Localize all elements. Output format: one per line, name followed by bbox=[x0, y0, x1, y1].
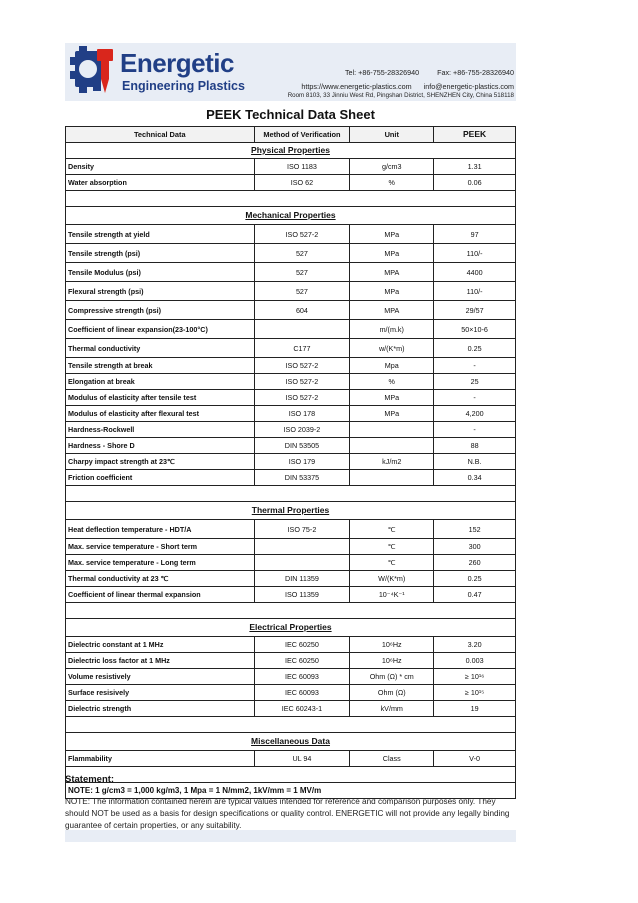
method-cell: 604 bbox=[254, 301, 350, 320]
table-row bbox=[66, 669, 516, 685]
unit-cell: 10⁶Hz bbox=[350, 653, 434, 669]
method-cell: ISO 11359 bbox=[254, 587, 350, 603]
section-title: Physical Properties bbox=[66, 143, 516, 159]
spacer-cell bbox=[66, 486, 516, 502]
value-cell: 110/- bbox=[434, 282, 516, 301]
method-cell: ISO 527-2 bbox=[254, 358, 350, 374]
table-row bbox=[66, 301, 516, 320]
unit-cell: MPa bbox=[350, 406, 434, 422]
unit-cell: W/(K*m) bbox=[350, 571, 434, 587]
value-cell: 260 bbox=[434, 555, 516, 571]
method-cell: ISO 179 bbox=[254, 454, 350, 470]
value-cell: 97 bbox=[434, 225, 516, 244]
value-cell: - bbox=[434, 358, 516, 374]
value-cell: 0.25 bbox=[434, 571, 516, 587]
value-cell: 25 bbox=[434, 374, 516, 390]
property-name: Tensile strength (psi) bbox=[66, 244, 255, 263]
value-cell: 19 bbox=[434, 701, 516, 717]
table-row bbox=[66, 390, 516, 406]
table-row bbox=[66, 358, 516, 374]
table-row bbox=[66, 539, 516, 555]
section-row bbox=[66, 502, 516, 520]
unit-cell: Class bbox=[350, 751, 434, 767]
section-row bbox=[66, 619, 516, 637]
table-row bbox=[66, 244, 516, 263]
property-name: Coefficient of linear thermal expansion bbox=[66, 587, 255, 603]
method-cell: ISO 527-2 bbox=[254, 374, 350, 390]
table-row bbox=[66, 701, 516, 717]
footer-bar bbox=[65, 830, 516, 842]
fax-text: Fax: +86-755-28326940 bbox=[437, 68, 514, 77]
property-name: Water absorption bbox=[66, 175, 255, 191]
value-cell: 3.20 bbox=[434, 637, 516, 653]
unit-cell: g/cm3 bbox=[350, 159, 434, 175]
table-row bbox=[66, 685, 516, 701]
method-cell: IEC 60243-1 bbox=[254, 701, 350, 717]
value-cell: 0.25 bbox=[434, 339, 516, 358]
unit-cell: 10⁻⁴K⁻¹ bbox=[350, 587, 434, 603]
value-cell: 50×10-6 bbox=[434, 320, 516, 339]
value-cell: ≥ 10¹⁶ bbox=[434, 669, 516, 685]
property-name: Dielectric loss factor at 1 MHz bbox=[66, 653, 255, 669]
property-name: Compressive strength (psi) bbox=[66, 301, 255, 320]
method-cell: DIN 11359 bbox=[254, 571, 350, 587]
property-name: Modulus of elasticity after tensile test bbox=[66, 390, 255, 406]
method-cell: IEC 60093 bbox=[254, 669, 350, 685]
method-cell bbox=[254, 555, 350, 571]
section-title: Electrical Properties bbox=[66, 619, 516, 637]
table-row bbox=[66, 520, 516, 539]
value-cell: 152 bbox=[434, 520, 516, 539]
table-row bbox=[66, 406, 516, 422]
value-cell: 88 bbox=[434, 438, 516, 454]
unit-cell: ℃ bbox=[350, 520, 434, 539]
section-title: Miscellaneous Data bbox=[66, 733, 516, 751]
property-name: Flammability bbox=[66, 751, 255, 767]
table-row bbox=[66, 422, 516, 438]
unit-cell: MPa bbox=[350, 244, 434, 263]
unit-cell: Mpa bbox=[350, 358, 434, 374]
method-cell: DIN 53505 bbox=[254, 438, 350, 454]
property-name: Max. service temperature - Short term bbox=[66, 539, 255, 555]
property-name: Charpy impact strength at 23℃ bbox=[66, 454, 255, 470]
table-row bbox=[66, 470, 516, 486]
table-row bbox=[66, 159, 516, 175]
value-cell: - bbox=[434, 390, 516, 406]
table-row bbox=[66, 282, 516, 301]
spacer-row bbox=[66, 767, 516, 783]
property-name: Flexural strength (psi) bbox=[66, 282, 255, 301]
unit-cell bbox=[350, 438, 434, 454]
unit-cell: MPa bbox=[350, 225, 434, 244]
email-link[interactable]: info@energetic-plastics.com bbox=[423, 82, 514, 91]
value-cell: 0.47 bbox=[434, 587, 516, 603]
value-cell: 110/- bbox=[434, 244, 516, 263]
spacer-row bbox=[66, 603, 516, 619]
method-cell: IEC 60250 bbox=[254, 637, 350, 653]
value-cell: 0.06 bbox=[434, 175, 516, 191]
value-cell: 0.003 bbox=[434, 653, 516, 669]
property-name: Max. service temperature - Long term bbox=[66, 555, 255, 571]
spacer-cell bbox=[66, 767, 516, 783]
method-cell bbox=[254, 320, 350, 339]
unit-cell: 10⁶Hz bbox=[350, 637, 434, 653]
method-cell: C177 bbox=[254, 339, 350, 358]
property-name: Dielectric strength bbox=[66, 701, 255, 717]
property-name: Coefficient of linear expansion(23-100°C) bbox=[66, 320, 255, 339]
spacer-row bbox=[66, 191, 516, 207]
table-row bbox=[66, 339, 516, 358]
property-name: Tensile strength at break bbox=[66, 358, 255, 374]
unit-cell bbox=[350, 470, 434, 486]
value-cell: N.B. bbox=[434, 454, 516, 470]
section-row bbox=[66, 733, 516, 751]
spacer-cell bbox=[66, 603, 516, 619]
table-header-row bbox=[66, 127, 516, 143]
unit-cell: MPa bbox=[350, 282, 434, 301]
property-name: Friction coefficient bbox=[66, 470, 255, 486]
header-method: Method of Verification bbox=[254, 127, 350, 143]
tel-text: Tel: +86-755-28326940 bbox=[344, 68, 420, 77]
method-cell: UL 94 bbox=[254, 751, 350, 767]
value-cell: 1.31 bbox=[434, 159, 516, 175]
address-text: Room 8103, 33 Jinniu West Rd, Pingshan District, SHENZHEN City, China 518118 bbox=[287, 92, 514, 99]
method-cell: ISO 527-2 bbox=[254, 390, 350, 406]
table-row bbox=[66, 751, 516, 767]
unit-cell: % bbox=[350, 374, 434, 390]
table-row bbox=[66, 653, 516, 669]
method-cell: DIN 53375 bbox=[254, 470, 350, 486]
property-name: Thermal conductivity at 23 ℃ bbox=[66, 571, 255, 587]
unit-cell: w/(K*m) bbox=[350, 339, 434, 358]
table-row bbox=[66, 587, 516, 603]
method-cell: ISO 2039-2 bbox=[254, 422, 350, 438]
header-unit: Unit bbox=[350, 127, 434, 143]
unit-cell bbox=[350, 422, 434, 438]
method-cell bbox=[254, 539, 350, 555]
property-name: Thermal conductivity bbox=[66, 339, 255, 358]
value-cell: - bbox=[434, 422, 516, 438]
value-cell: ≥ 10¹⁵ bbox=[434, 685, 516, 701]
spacer-cell bbox=[66, 717, 516, 733]
unit-cell: % bbox=[350, 175, 434, 191]
table-row bbox=[66, 637, 516, 653]
table-row bbox=[66, 555, 516, 571]
method-cell: ISO 1183 bbox=[254, 159, 350, 175]
method-cell: ISO 75-2 bbox=[254, 520, 350, 539]
property-name: Dielectric constant at 1 MHz bbox=[66, 637, 255, 653]
table-row bbox=[66, 374, 516, 390]
property-name: Density bbox=[66, 159, 255, 175]
unit-cell: m/(m.k) bbox=[350, 320, 434, 339]
brand-name: Energetic bbox=[120, 48, 234, 78]
spacer-row bbox=[66, 486, 516, 502]
spacer-cell bbox=[66, 191, 516, 207]
unit-note: NOTE: 1 g/cm3 = 1,000 kg/m3, 1 Mpa = 1 N/mm2, 1kV/mm = 1 MV/m bbox=[66, 783, 516, 799]
value-cell: V-0 bbox=[434, 751, 516, 767]
method-cell: IEC 60093 bbox=[254, 685, 350, 701]
header-peek: PEEK bbox=[434, 127, 516, 143]
method-cell: IEC 60250 bbox=[254, 653, 350, 669]
contact-phone-line bbox=[345, 68, 514, 77]
value-cell: 29/57 bbox=[434, 301, 516, 320]
website-link[interactable]: https://www.energetic-plastics.com bbox=[301, 82, 412, 91]
section-title: Thermal Properties bbox=[66, 502, 516, 520]
property-name: Hardness-Rockwell bbox=[66, 422, 255, 438]
table-row bbox=[66, 571, 516, 587]
property-name: Hardness - Shore D bbox=[66, 438, 255, 454]
property-name: Elongation at break bbox=[66, 374, 255, 390]
technical-data-table bbox=[65, 126, 516, 799]
section-title: Mechanical Properties bbox=[66, 207, 516, 225]
unit-cell: MPa bbox=[350, 390, 434, 406]
table-row bbox=[66, 438, 516, 454]
page-title: PEEK Technical Data Sheet bbox=[206, 107, 375, 122]
property-name: Volume resistively bbox=[66, 669, 255, 685]
unit-cell: MPA bbox=[350, 263, 434, 282]
contact-web-line bbox=[301, 82, 514, 91]
value-cell: 300 bbox=[434, 539, 516, 555]
table-row bbox=[66, 225, 516, 244]
statement-title: Statement: bbox=[65, 774, 115, 785]
statement-text: NOTE: The information contained herein are typical values intended for reference and comparison purposes only. They should NOT be used as a basis for design specifications or quality control. ENERGETIC will not provide any legally binding guarantee of certain properties, or any suitability. bbox=[65, 797, 510, 830]
value-cell: 4,200 bbox=[434, 406, 516, 422]
property-name: Modulus of elasticity after flexural test bbox=[66, 406, 255, 422]
unit-cell: ℃ bbox=[350, 539, 434, 555]
property-name: Tensile Modulus (psi) bbox=[66, 263, 255, 282]
spacer-row bbox=[66, 717, 516, 733]
unit-cell: kJ/m2 bbox=[350, 454, 434, 470]
unit-cell: kV/mm bbox=[350, 701, 434, 717]
method-cell: ISO 178 bbox=[254, 406, 350, 422]
value-cell: 0.34 bbox=[434, 470, 516, 486]
unit-cell: ℃ bbox=[350, 555, 434, 571]
unit-cell: Ohm (Ω) * cm bbox=[350, 669, 434, 685]
section-row bbox=[66, 143, 516, 159]
method-cell: ISO 62 bbox=[254, 175, 350, 191]
table-row bbox=[66, 320, 516, 339]
header-technical-data: Technical Data bbox=[66, 127, 255, 143]
method-cell: 527 bbox=[254, 282, 350, 301]
property-name: Tensile strength at yield bbox=[66, 225, 255, 244]
property-name: Heat deflection temperature - HDT/A bbox=[66, 520, 255, 539]
table-row bbox=[66, 454, 516, 470]
unit-cell: Ohm (Ω) bbox=[350, 685, 434, 701]
table-row bbox=[66, 263, 516, 282]
unit-cell: MPA bbox=[350, 301, 434, 320]
value-cell: 4400 bbox=[434, 263, 516, 282]
brand-tagline: Engineering Plastics bbox=[122, 79, 245, 93]
method-cell: 527 bbox=[254, 244, 350, 263]
section-row bbox=[66, 207, 516, 225]
method-cell: ISO 527-2 bbox=[254, 225, 350, 244]
property-name: Surface resisively bbox=[66, 685, 255, 701]
method-cell: 527 bbox=[254, 263, 350, 282]
table-row bbox=[66, 175, 516, 191]
